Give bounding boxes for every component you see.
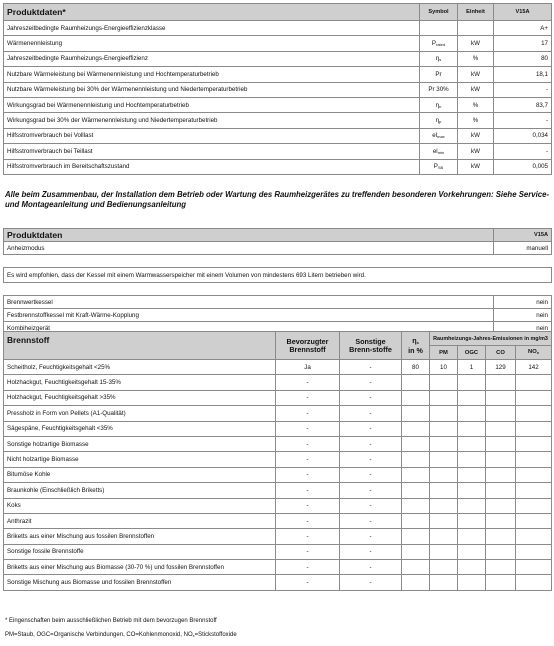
ogc-value xyxy=(458,436,486,451)
preferred-fuel-value: - xyxy=(276,467,340,482)
co-value xyxy=(486,575,516,590)
nox-subscript: x xyxy=(536,350,539,355)
product-data-body xyxy=(4,21,552,175)
table-row xyxy=(4,113,552,128)
row-value: - xyxy=(494,144,552,159)
nox-value: 142 xyxy=(516,360,552,375)
row-unit: kW xyxy=(458,36,494,51)
ogc-value: 1 xyxy=(458,360,486,375)
pm-value xyxy=(430,498,458,513)
column-header-model: V15A xyxy=(494,4,552,21)
pm-value xyxy=(430,452,458,467)
preferred-fuel-value: - xyxy=(276,575,340,590)
pm-value xyxy=(430,406,458,421)
row-symbol xyxy=(420,113,458,128)
ogc-value xyxy=(458,452,486,467)
row-value: - xyxy=(494,113,552,128)
anheiz-value: manuell xyxy=(494,242,552,255)
preferred-fuel-value: - xyxy=(276,498,340,513)
fuel-name: Briketts aus einer Mischung aus fossilen Brennstoffen xyxy=(4,529,276,544)
product-data-table-2 xyxy=(3,228,552,335)
preferred-fuel-value: - xyxy=(276,436,340,451)
table-row xyxy=(4,128,552,143)
pm-value xyxy=(430,529,458,544)
row-value: 0,005 xyxy=(494,159,552,174)
other-fuel-value: - xyxy=(340,575,402,590)
spacer xyxy=(4,255,552,268)
row-symbol xyxy=(420,21,458,36)
row-value: nein xyxy=(494,322,552,335)
table-row xyxy=(4,529,552,544)
row-symbol xyxy=(420,82,458,97)
anheiz-label: Anheizmodus xyxy=(4,242,494,255)
row-unit: % xyxy=(458,113,494,128)
column-header-title-2: Produktdaten xyxy=(4,229,494,242)
efficiency-value: 80 xyxy=(402,360,430,375)
pm-value xyxy=(430,467,458,482)
footnote-preferred-fuel: * Eingenschaften beim ausschließlichen Betrieb mit dem bevorzugen Brennstoff xyxy=(5,618,217,624)
pm-value xyxy=(430,575,458,590)
efficiency-value xyxy=(402,560,430,575)
preferred-fuel-value: Ja xyxy=(276,360,340,375)
row-value: nein xyxy=(494,309,552,322)
fuel-name: Holzhackgut, Feuchtigkeitsgehalt >35% xyxy=(4,390,276,405)
table-row xyxy=(4,513,552,528)
row-label: Kombiheizgerät xyxy=(4,322,494,335)
table-row xyxy=(4,544,552,559)
other-fuel-value: - xyxy=(340,390,402,405)
fuel-name: Nicht holzartige Biomasse xyxy=(4,452,276,467)
row-label: Jahreszeitbedingte Raumheizungs-Energieeffizienz xyxy=(4,51,420,66)
efficiency-value xyxy=(402,513,430,528)
preferred-fuel-value: - xyxy=(276,513,340,528)
other-fuel-value: - xyxy=(340,421,402,436)
preferred-fuel-value: - xyxy=(276,529,340,544)
efficiency-value xyxy=(402,467,430,482)
column-header-efficiency xyxy=(402,332,430,360)
preferred-fuel-value: - xyxy=(276,421,340,436)
row-value: 80 xyxy=(494,51,552,66)
ogc-value xyxy=(458,375,486,390)
fuel-table xyxy=(3,331,552,591)
row-unit: % xyxy=(458,97,494,112)
nox-value xyxy=(516,513,552,528)
table-row xyxy=(4,82,552,97)
table-row xyxy=(4,296,552,309)
ogc-value xyxy=(458,529,486,544)
boiler-type-rows xyxy=(4,296,552,335)
table-row xyxy=(4,390,552,405)
eta-subscript: s xyxy=(416,339,419,345)
fuel-name: Scheitholz, Feuchtigkeitsgehalt <25% xyxy=(4,360,276,375)
abbrev-text-end: =Stickstoffoxide xyxy=(194,632,237,638)
ogc-value xyxy=(458,560,486,575)
storage-recommendation: Es wird empfohlen, dass der Kessel mit einem Warmwasserspeicher mit einem Volumen von mindestens 693 Litern betrieben wird. xyxy=(4,268,552,283)
row-symbol xyxy=(420,67,458,82)
symbol-text: el xyxy=(432,147,438,155)
table-row xyxy=(4,144,552,159)
fuel-table-header xyxy=(4,332,552,346)
preferred-fuel-value: - xyxy=(276,452,340,467)
symbol-subscript: min xyxy=(437,149,445,155)
efficiency-value xyxy=(402,375,430,390)
table-row xyxy=(4,21,552,36)
pm-value xyxy=(430,436,458,451)
pm-value xyxy=(430,375,458,390)
ogc-value xyxy=(458,467,486,482)
fuel-name: Briketts aus einer Mischung aus Biomasse (30-70 %) und fossilen Brennstoffen xyxy=(4,560,276,575)
row-label: Hilfsstromverbrauch bei Volllast xyxy=(4,128,420,143)
row-label: Wirkungsgrad bei Wärmenennleistung und Hochtemperaturbetrieb xyxy=(4,97,420,112)
product-data-header xyxy=(4,4,552,21)
table-row xyxy=(4,67,552,82)
pm-value xyxy=(430,390,458,405)
nox-value xyxy=(516,544,552,559)
nox-value xyxy=(516,421,552,436)
co-value xyxy=(486,406,516,421)
ogc-value xyxy=(458,483,486,498)
row-unit: kW xyxy=(458,159,494,174)
efficiency-value xyxy=(402,421,430,436)
row-label: Nutzbare Wärmeleistung bei 30% der Wärmenennleistung und Niedertemperaturbetrieb xyxy=(4,82,420,97)
row-label: Nutzbare Wärmeleistung bei Wärmenennleistung und Hochtemperaturbetrieb xyxy=(4,67,420,82)
symbol-subscript: rated xyxy=(436,42,446,48)
pm-value xyxy=(430,421,458,436)
co-value xyxy=(486,452,516,467)
column-header-other-fuels: Sonstige Brenn-stoffe xyxy=(340,332,402,360)
table-row xyxy=(4,421,552,436)
row-symbol xyxy=(420,159,458,174)
table-row xyxy=(4,575,552,590)
table-row xyxy=(4,436,552,451)
row-label: Wärmenennleistung xyxy=(4,36,420,51)
column-header-ogc: OGC xyxy=(458,346,486,360)
row-value: nein xyxy=(494,296,552,309)
other-fuel-value: - xyxy=(340,467,402,482)
row-label: Jahreszeitbedingte Raumheizungs-Energieeffizienzklasse xyxy=(4,21,420,36)
row-symbol xyxy=(420,51,458,66)
product-data-2-header xyxy=(4,229,552,242)
column-header-preferred-fuel: Bevorzugter Brennstoff xyxy=(276,332,340,360)
symbol-text: P xyxy=(431,40,436,48)
footnote-abbreviations xyxy=(5,632,237,638)
preferred-fuel-value: - xyxy=(276,390,340,405)
pm-value xyxy=(430,483,458,498)
symbol-subscript: max xyxy=(437,134,445,140)
row-value: - xyxy=(494,82,552,97)
ogc-value xyxy=(458,498,486,513)
row-value: 17 xyxy=(494,36,552,51)
preferred-fuel-value: - xyxy=(276,375,340,390)
other-fuel-value: - xyxy=(340,529,402,544)
table-row xyxy=(4,452,552,467)
preferred-fuel-value: - xyxy=(276,544,340,559)
symbol-subscript: s xyxy=(439,57,442,63)
column-header-symbol: Symbol xyxy=(420,4,458,21)
nox-value xyxy=(516,467,552,482)
row-value: 0,034 xyxy=(494,128,552,143)
nox-value xyxy=(516,529,552,544)
fuel-name: Anthrazit xyxy=(4,513,276,528)
column-header-title: Produktdaten* xyxy=(4,4,420,21)
efficiency-value xyxy=(402,452,430,467)
table-row xyxy=(4,242,552,255)
ogc-value xyxy=(458,421,486,436)
other-fuel-value: - xyxy=(340,544,402,559)
efficiency-value xyxy=(402,390,430,405)
other-fuel-value: - xyxy=(340,452,402,467)
table-row xyxy=(4,51,552,66)
table-row xyxy=(4,36,552,51)
row-unit: kW xyxy=(458,67,494,82)
table-row xyxy=(4,498,552,513)
co-value xyxy=(486,421,516,436)
precautions-note: Alle beim Zusammenbau, der Installation dem Betrieb oder Wartung des Raumheizgerätes zu treffenden besonderen Vorkehrungen: Siehe Service- und Montageanleitung und Bedienungsanleitung xyxy=(5,190,550,209)
preferred-fuel-value: - xyxy=(276,406,340,421)
nox-value xyxy=(516,390,552,405)
co-value xyxy=(486,375,516,390)
other-fuel-value: - xyxy=(340,483,402,498)
preferred-fuel-value: - xyxy=(276,483,340,498)
co-value xyxy=(486,436,516,451)
symbol-subscript: p xyxy=(439,119,442,125)
symbol-subscript: SB xyxy=(437,165,444,171)
table-row xyxy=(4,560,552,575)
row-unit: kW xyxy=(458,82,494,97)
column-header-nox xyxy=(516,346,552,360)
row-label: Festbrennstoffkessel mit Kraft-Wärme-Kopplung xyxy=(4,309,494,322)
table-row xyxy=(4,467,552,482)
product-data-table xyxy=(3,3,552,175)
table-row xyxy=(4,159,552,174)
co-value xyxy=(486,560,516,575)
row-label: Brennwertkessel xyxy=(4,296,494,309)
symbol-text: η xyxy=(435,55,440,63)
ogc-value xyxy=(458,390,486,405)
pm-value xyxy=(430,544,458,559)
efficiency-value xyxy=(402,483,430,498)
row-label: Wirkungsgrad bei 30% der Wärmenennleistung und Niedertemperaturbetrieb xyxy=(4,113,420,128)
row-value: 83,7 xyxy=(494,97,552,112)
co-value xyxy=(486,467,516,482)
other-fuel-value: - xyxy=(340,360,402,375)
row-label: Hilfsstromverbrauch im Bereitschaftszustand xyxy=(4,159,420,174)
symbol-text: Pr xyxy=(435,70,442,78)
fuel-name: Sägespäne, Feuchtigkeitsgehalt <35% xyxy=(4,421,276,436)
fuel-name: Holzhackgut, Feuchtigkeitsgehalt 15-35% xyxy=(4,375,276,390)
efficiency-value xyxy=(402,436,430,451)
ogc-value xyxy=(458,544,486,559)
symbol-text: η xyxy=(435,117,440,125)
fuel-name: Sonstige holzartige Biomasse xyxy=(4,436,276,451)
nox-value xyxy=(516,498,552,513)
row-symbol xyxy=(420,128,458,143)
eta-unit: in % xyxy=(408,345,423,355)
ogc-value xyxy=(458,406,486,421)
nox-value xyxy=(516,436,552,451)
row-value: 18,1 xyxy=(494,67,552,82)
row-unit: kW xyxy=(458,128,494,143)
other-fuel-value: - xyxy=(340,406,402,421)
fuel-name: Bitumöse Kohle xyxy=(4,467,276,482)
nox-value xyxy=(516,560,552,575)
efficiency-value xyxy=(402,529,430,544)
other-fuel-value: - xyxy=(340,560,402,575)
symbol-subscript: n xyxy=(439,103,442,109)
other-fuel-value: - xyxy=(340,513,402,528)
column-header-unit: Einheit xyxy=(458,4,494,21)
table-row xyxy=(4,97,552,112)
nox-value xyxy=(516,483,552,498)
column-header-model-2: V15A xyxy=(494,229,552,242)
co-value: 129 xyxy=(486,360,516,375)
table-row xyxy=(4,375,552,390)
ogc-value xyxy=(458,575,486,590)
efficiency-value xyxy=(402,406,430,421)
nox-value xyxy=(516,575,552,590)
co-value xyxy=(486,544,516,559)
pm-value xyxy=(430,513,458,528)
table-row xyxy=(4,483,552,498)
pm-value xyxy=(430,560,458,575)
row-value: A+ xyxy=(494,21,552,36)
abbrev-subscript: x xyxy=(192,633,195,638)
pm-value: 10 xyxy=(430,360,458,375)
other-fuel-value: - xyxy=(340,498,402,513)
nox-symbol: NO xyxy=(528,349,537,355)
row-label: Hilfsstromverbrauch bei Teillast xyxy=(4,144,420,159)
nox-value xyxy=(516,375,552,390)
abbrev-text: PM=Staub, OGC=Organische Verbindungen, CO=Kohlenmonoxid, NO xyxy=(5,632,193,638)
fuel-table-body xyxy=(4,360,552,591)
table-row xyxy=(4,309,552,322)
efficiency-value xyxy=(402,498,430,513)
row-symbol xyxy=(420,36,458,51)
column-header-emissions: Raumheizungs-Jahres-Emissionen in mg/m3 xyxy=(430,332,552,346)
symbol-text: η xyxy=(435,101,440,109)
co-value xyxy=(486,529,516,544)
symbol-text: Pr 30% xyxy=(428,86,449,94)
co-value xyxy=(486,513,516,528)
fuel-name: Sonstige Mischung aus Biomasse und fossilen Brennstoffen xyxy=(4,575,276,590)
ogc-value xyxy=(458,513,486,528)
row-unit: kW xyxy=(458,144,494,159)
efficiency-value xyxy=(402,575,430,590)
eta-symbol: η xyxy=(412,335,417,345)
co-value xyxy=(486,483,516,498)
column-header-pm: PM xyxy=(430,346,458,360)
table-row xyxy=(4,360,552,375)
other-fuel-value: - xyxy=(340,436,402,451)
row-symbol xyxy=(420,144,458,159)
table-row xyxy=(4,268,552,283)
table-row xyxy=(4,406,552,421)
preferred-fuel-value: - xyxy=(276,560,340,575)
fuel-name: Sonstige fossile Brennstoffe xyxy=(4,544,276,559)
symbol-text: el xyxy=(432,132,438,140)
fuel-name: Pressholz in Form von Pellets (A1-Qualität) xyxy=(4,406,276,421)
nox-value xyxy=(516,452,552,467)
other-fuel-value: - xyxy=(340,375,402,390)
row-symbol xyxy=(420,97,458,112)
nox-value xyxy=(516,406,552,421)
column-header-fuel: Brennstoff xyxy=(4,332,276,360)
fuel-name: Koks xyxy=(4,498,276,513)
spacer xyxy=(4,283,552,296)
co-value xyxy=(486,498,516,513)
fuel-name: Braunkohle (Einschließlich Briketts) xyxy=(4,483,276,498)
row-unit: % xyxy=(458,51,494,66)
efficiency-value xyxy=(402,544,430,559)
symbol-text: P xyxy=(433,163,438,171)
co-value xyxy=(486,390,516,405)
column-header-co: CO xyxy=(486,346,516,360)
row-unit xyxy=(458,21,494,36)
